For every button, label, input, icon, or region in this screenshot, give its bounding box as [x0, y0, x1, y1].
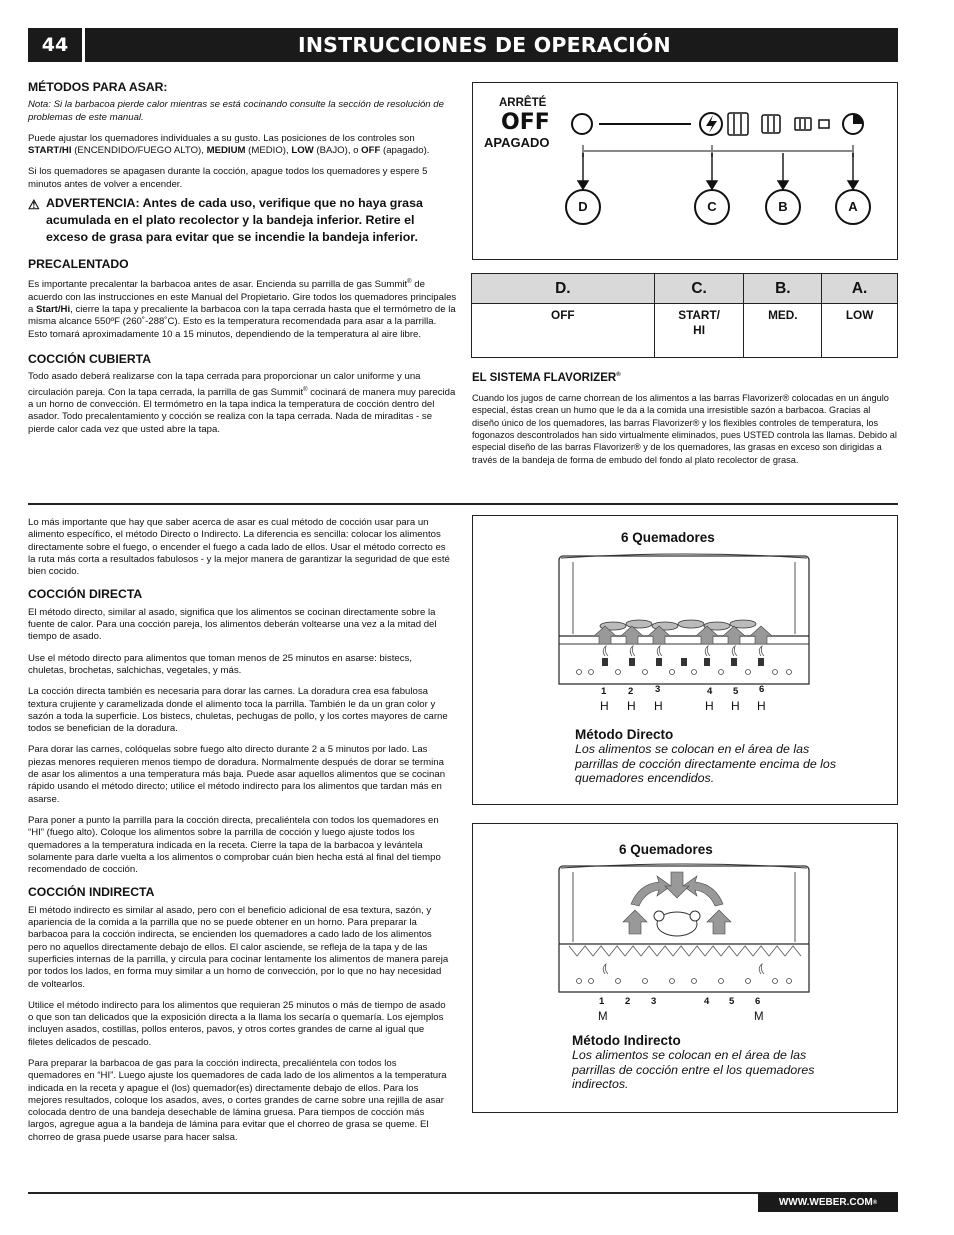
directa-paragraph-4: Para dorar las carnes, colóquelas sobre fuego alto directo durante 2 a 5 minutos por lado. Las piezas menores requieren menos tiempo de doradura. Normalmente después de dorar se termina de asar los alimentos a una temperatura más baja. Puede asar aquellos alimentos que se cocinan rápido usando el método directo; utilice el método indirecto para los alimentos que tardan más en asarse. [28, 744, 446, 805]
directa-paragraph-3: La cocción directa también es necesaria para dorar las carnes. La doradura crea esa fabulosa textura crujiente y caramelizada donde el alimento toca la parrilla. También le da un gran color y sazón a toda la superficie. Los bistecs, chuletas, pechugas de pollo, y los cortes mayores de carne todos se benefician de la doradura. [28, 686, 448, 735]
direct-grill-illustration [473, 516, 897, 706]
direct-burner-2: 2 [628, 686, 634, 697]
value-b: MED. [744, 304, 822, 358]
indirect-method-diagram [472, 823, 898, 1113]
direct-method-diagram [472, 515, 898, 805]
direct-burner-1: 1 [601, 686, 607, 697]
flavorizer-heading: EL SISTEMA FLAVORIZER® [472, 371, 621, 384]
indirect-diagram-title: 6 Quemadores [619, 842, 713, 857]
direct-setting-2: H [627, 699, 636, 713]
knob-position-diagram [472, 82, 898, 260]
directa-paragraph-1: El método directo, similar al asado, significa que los alimentos se cocinan directamente sobre la fuente de calor. Para una cocción pareja, los alimentos deberán voltearse una vez a la mitad del tiempo de asado. [28, 606, 437, 643]
directa-paragraph-2: Use el método directo para alimentos que toman menos de 25 minutos en asarse: bistecs, chuletas, brochetas, salchichas, vegetales, y más. [28, 652, 412, 676]
header-d: D. [472, 274, 655, 304]
metodos-paragraph-1: Puede ajustar los quemadores individuales a su gusto. Las posiciones de los controles son START/HI (ENCENDIDO/FUEGO ALTO), MEDIUM (MEDIO), LOW (BAJO), o OFF (apagado). [28, 132, 430, 157]
value-a: LOW [822, 304, 898, 358]
indirecta-paragraph-2: Utilice el método indirecto para los alimentos que requieran 25 minutos o más de tiempo de asado o que son tan delicados que la exposición directa a la llama los secaría o quemaría. Los ejemplos incluyen asados, costillas, pollos enteros, pavos, y otros cortes grandes de carne al igual que filetes delicados de pescado. [28, 999, 446, 1048]
indirect-grill-illustration [473, 824, 897, 1014]
header-a: A. [822, 274, 898, 304]
indirect-burner-2: 2 [625, 996, 631, 1007]
direct-burner-5: 5 [733, 686, 739, 697]
metodos-note: Nota: Si la barbacoa pierde calor mientras se está cocinando consulte la sección de resolución de problemas de este manual. [28, 99, 444, 123]
section-divider [28, 503, 898, 505]
direct-diagram-title: 6 Quemadores [621, 530, 715, 545]
indirecta-heading: COCCIÓN INDIRECTA [28, 885, 155, 900]
indirecta-paragraph-1: El método indirecto es similar al asado, pero con el beneficio adicional de esa textura, sazón, y apariencia de la comida a la parrilla que no se puede obtener en un horno. Para preparar la barbacoa para la cocción indirecta, se encienden los quemadores a cado lado de los alimentos pero no aquellos directamente debajo de ellos. El calor asciende, se refleja de la tapa y de las superficies internas de la parrilla, y circula para cocinar lentamente los alimentos de manera pareja por todos los lados, en forma muy similar a un horno de convección, por lo que no hay necesidad de voltearlos. [28, 904, 449, 990]
left-bottom-column [28, 517, 451, 1153]
cubierta-heading: COCCIÓN CUBIERTA [28, 352, 151, 367]
indirect-setting-1: M [598, 1011, 608, 1023]
direct-setting-1: H [600, 699, 609, 713]
warning-text: ADVERTENCIA: Antes de cada uso, verifique que no haya grasa acumulada en el plato recolector y la bandeja inferior. Retire el exceso de grasa para evitar que se incendie la bandeja inferior. [46, 196, 423, 245]
low-quarter-circle-icon [843, 114, 863, 134]
flavorizer-section [472, 369, 898, 475]
footer-url[interactable]: WWW.WEBER.COM ® [758, 1193, 898, 1212]
warning-block [28, 195, 458, 246]
metodos-paragraph-2: Si los quemadores se apagasen durante la cocción, apague todos los quemadores y espere 5 minutos antes de volver a encender. [28, 166, 428, 190]
cubierta-paragraph: Todo asado deberá realizarse con la tapa cerrada para proporcionar un calor uniforme y una circulación pareja. Con la tapa cerrada, la parrilla de gas Summit® cocinará de manera muy parecida a un horno de convección. El termómetro en la tapa indica la temperatura de cocción dentro del asador. Todo precalentamiento y cocción se realiza con la tapa cerrada. Nada de miraditas - se pierde calor cada vez que usted abre la tapa. [28, 371, 456, 435]
metodos-heading: MÉTODOS PARA ASAR: [28, 80, 168, 94]
marker-a: A [848, 199, 858, 214]
indirect-burner-6: 6 [755, 996, 761, 1007]
direct-burner-6: 6 [759, 684, 765, 695]
off-circle-icon [572, 114, 592, 134]
marker-b: B [778, 199, 788, 214]
off-label: OFF [501, 110, 550, 135]
header-c: C. [654, 274, 744, 304]
indirect-burner-3: 3 [651, 996, 657, 1007]
directa-paragraph-5: Para poner a punto la parrilla para la cocción directa, precaliéntela con todos los quemadores en “HI” (fuego alto). Coloque los alimentos sobre la parrilla de cocción y luego ajuste todos los quemadores a la temperatura indicada en la receta. Cierre la tapa de la barbacoa y levántela solamente para darle vuelta a los alimentos o comprobar cuán bien hecha está al final del tiempo recomendado de cocción. [28, 814, 441, 876]
flame-bars-icon [728, 113, 829, 135]
marker-d: D [578, 199, 588, 214]
direct-burner-4: 4 [707, 686, 713, 697]
indirect-setting-6: M [754, 1011, 764, 1023]
indirect-burner-4: 4 [704, 996, 710, 1007]
arrete-label: ARRÊTÉ [499, 97, 547, 109]
marker-c: C [707, 199, 717, 214]
warning-triangle-icon: ⚠ [28, 197, 40, 213]
direct-burner-3: 3 [655, 684, 661, 695]
indirect-burner-5: 5 [729, 996, 735, 1007]
header-b: B. [744, 274, 822, 304]
value-c: START/ HI [654, 304, 744, 358]
flavorizer-paragraph: Cuando los jugos de carne chorrean de los alimentos a las barras Flavorizer® colocadas en un ángulo especial, éstas crean un humo que le da a la comida una irresistible sazón a barbacoa. Gracias al diseño único de los quemadores, las barras Flavorizer® y los flexibles controles de temperatura, los fogonazos descontrolados han sido virtualmente eliminados, pues USTED controla las llamas. Debido al especial diseño de las barras Flavorizer® y de los quemadores, las grasas en exceso son dirigidas a través de la bandeja de forma de embudo del fondo al plato recolector de grasa. [472, 393, 897, 465]
positions-table [471, 273, 898, 358]
direct-setting-4: H [705, 699, 714, 713]
precalentado-heading: PRECALENTADO [28, 257, 129, 272]
direct-method-title: Método Directo [575, 727, 674, 742]
page-title: INSTRUCCIONES DE OPERACIÓN [298, 33, 671, 57]
intro-paragraph: Lo más importante que hay que saber acerca de asar es cual método de cocción usar para un alimento específico, el método Directo o Indirecto. La diferencia es sencilla: colocar los alimentos directamente sobre el fuego, o encender el fuego a cada lado de ellos. Usar el método correcto es la ruta más corta a resultados fabulosos - y la mejor manera de garantizar la seguridad de que esté bien cocido. [28, 517, 450, 578]
direct-setting-5: H [731, 699, 740, 713]
indirecta-paragraph-3: Para preparar la barbacoa de gas para la cocción indirecta, precaliéntela con todos los quemadores en “HI”. Luego ajuste los quemadores de cada lado de los alimentos a la temperatura indicada en la receta y apague el (los) quemador(es) directamente debajo de ellos. Para los mejores resultados, coloque los asados, aves, o cortes grandes de carne sobre una rejilla de asar colocada dentro de una bandeja desechable de lámina gruesa. Para tiempos de cocción más largos, agregue agua a la bandeja de lámina para evitar que el chorreo de grasa se queme. El chorreo de grasa puede usarse para hacer salsa. [28, 1057, 447, 1143]
indirect-method-text: Los alimentos se colocan en el área de las parrillas de cocción entre el los quemadores indirectos. [572, 1048, 815, 1091]
page-number: 44 [41, 34, 69, 56]
direct-setting-6: H [757, 699, 766, 713]
apagado-label: APAGADO [484, 135, 550, 150]
direct-method-text: Los alimentos se colocan en el área de las parrillas de cocción directamente encima de los quemadores encendidos. [575, 742, 837, 785]
indirect-burner-1: 1 [599, 996, 605, 1007]
header-divider [82, 28, 85, 62]
value-d: OFF [472, 304, 655, 358]
left-top-column [28, 81, 458, 445]
indirect-method-title: Método Indirecto [572, 1033, 681, 1048]
precalentado-paragraph: Es importante precalentar la barbacoa antes de asar. Encienda su parrilla de gas Summit® de acuerdo con las instrucciones en este Manual del Propietario. Gire todos los quemadores principales a Start/Hi, cierre la tapa y precaliente la barbacoa con la tapa cerrada hasta que el termómetro de la misma alcance 550ºF (260˚-288˚C). Esto es la temperatura recomendada para asar a la parrilla. Esto tomará aproximadamente 10 a 15 minutos, dependiendo de la temperatura al aire libre. [28, 279, 457, 340]
directa-heading: COCCIÓN DIRECTA [28, 587, 143, 602]
direct-setting-3: H [654, 699, 663, 713]
